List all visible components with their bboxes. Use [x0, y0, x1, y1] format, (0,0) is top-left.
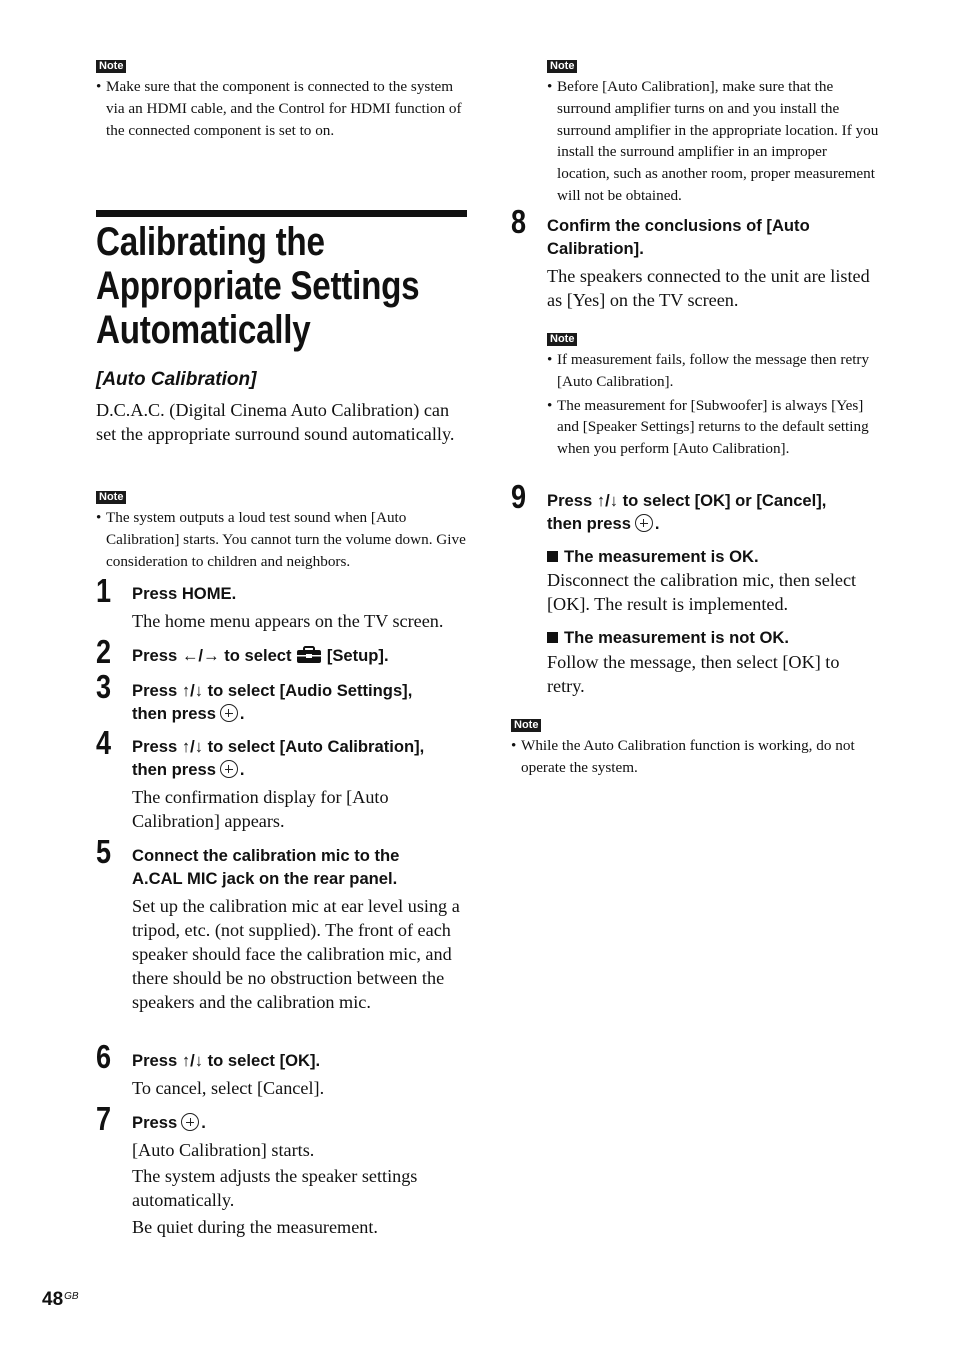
enter-button-icon: [635, 514, 653, 532]
note-mid-right: [547, 329, 883, 460]
step-number: 3: [96, 668, 112, 705]
toolbox-icon: [296, 646, 322, 664]
square-bullet-icon: [547, 551, 558, 562]
result-ok-body: Disconnect the calibration mic, then select [OK]. The result is implemented.: [547, 570, 857, 614]
note-mid-left: [96, 487, 468, 572]
step-heading: Press ↑/↓ to select [OK] or [Cancel], then press .: [547, 491, 827, 533]
note-top-left: [96, 56, 468, 141]
note-bottom-right: [511, 715, 883, 779]
step-number: 7: [96, 1100, 112, 1137]
step-heading: Connect the calibration mic to the A.CAL MIC jack on the rear panel.: [132, 846, 400, 888]
note-item: • While the Auto Calibration function is working, do not operate the system.: [511, 737, 855, 776]
step-heading: Press ↑/↓ to select [OK].: [132, 1051, 321, 1070]
step-number: 8: [511, 203, 527, 240]
step-number: 6: [96, 1038, 112, 1075]
step-body: The confirmation display for [Auto Calibration] appears.: [132, 787, 389, 831]
step-heading: Press .: [132, 1113, 206, 1132]
step-body: To cancel, select [Cancel].: [132, 1078, 325, 1098]
result-notok-heading: The measurement is not OK.: [547, 627, 789, 649]
step-body: Set up the calibration mic at ear level using a tripod, etc. (not supplied). The front of each speaker should face the calibration mic, and there should be no obstruction between the speakers and the calibration mic.: [132, 896, 460, 1012]
note-item: • Before [Auto Calibration], make sure that the surround amplifier turns on and you install the surround amplifier in the appropriate location. If you install the surround amplifier in an improper location, such as another room, proper measurement will not be obtained.: [547, 78, 879, 204]
page-title: Calibrating the Appropriate Settings Automatically: [96, 220, 420, 352]
note-badge: Note: [547, 333, 577, 346]
step-heading: Press ↑/↓ to select [Auto Calibration], then press .: [132, 737, 425, 779]
note-top-right: [547, 56, 883, 207]
enter-button-icon: [181, 1113, 199, 1131]
result-ok-heading: The measurement is OK.: [547, 546, 759, 568]
note-badge: Note: [96, 60, 126, 73]
step-heading: Press HOME.: [132, 584, 237, 603]
note-badge: Note: [96, 491, 126, 504]
step-number: 2: [96, 633, 112, 670]
note-item: • Make sure that the component is connected to the system via an HDMI cable, and the Control for HDMI function of the connected component is set to on.: [96, 78, 462, 139]
step-heading: Confirm the conclusions of [Auto Calibration].: [547, 216, 810, 258]
heading-rule: [96, 210, 467, 217]
step-body: The speakers connected to the unit are listed as [Yes] on the TV screen.: [547, 266, 870, 310]
note-item: • The measurement for [Subwoofer] is always [Yes] and [Speaker Settings] returns to the default setting when you perform [Auto Calibration].: [547, 396, 869, 458]
step-number: 1: [96, 572, 112, 609]
step-heading: Press ↑/↓ to select [Audio Settings], then press .: [132, 681, 413, 723]
note-badge: Note: [511, 719, 541, 732]
step-number: 9: [511, 478, 527, 515]
step-number: 4: [96, 724, 112, 761]
note-item: • If measurement fails, follow the message then retry [Auto Calibration].: [547, 351, 870, 390]
step-heading: Press ←/→ to select [Setup].: [132, 646, 389, 665]
section-subtitle: [Auto Calibration]: [96, 369, 257, 390]
step-number: 5: [96, 833, 112, 870]
page-number: $48^{GB}$: [42, 1289, 79, 1310]
step-body: The home menu appears on the TV screen.: [132, 611, 444, 631]
result-notok-body: Follow the message, then select [OK] to retry.: [547, 652, 840, 696]
enter-button-icon: [220, 760, 238, 778]
note-item: • The system outputs a loud test sound when [Auto Calibration] starts. You cannot turn the volume down. Give consideration to children and neighbors.: [96, 509, 466, 570]
note-badge: Note: [547, 60, 577, 73]
step-body: [Auto Calibration] starts. The system adjusts the speaker settings automatically. Be quiet during the measurement.: [132, 1140, 418, 1237]
square-bullet-icon: [547, 632, 558, 643]
section-intro: D.C.A.C. (Digital Cinema Auto Calibration) can set the appropriate surround sound automatically.: [96, 400, 455, 444]
enter-button-icon: [220, 704, 238, 722]
